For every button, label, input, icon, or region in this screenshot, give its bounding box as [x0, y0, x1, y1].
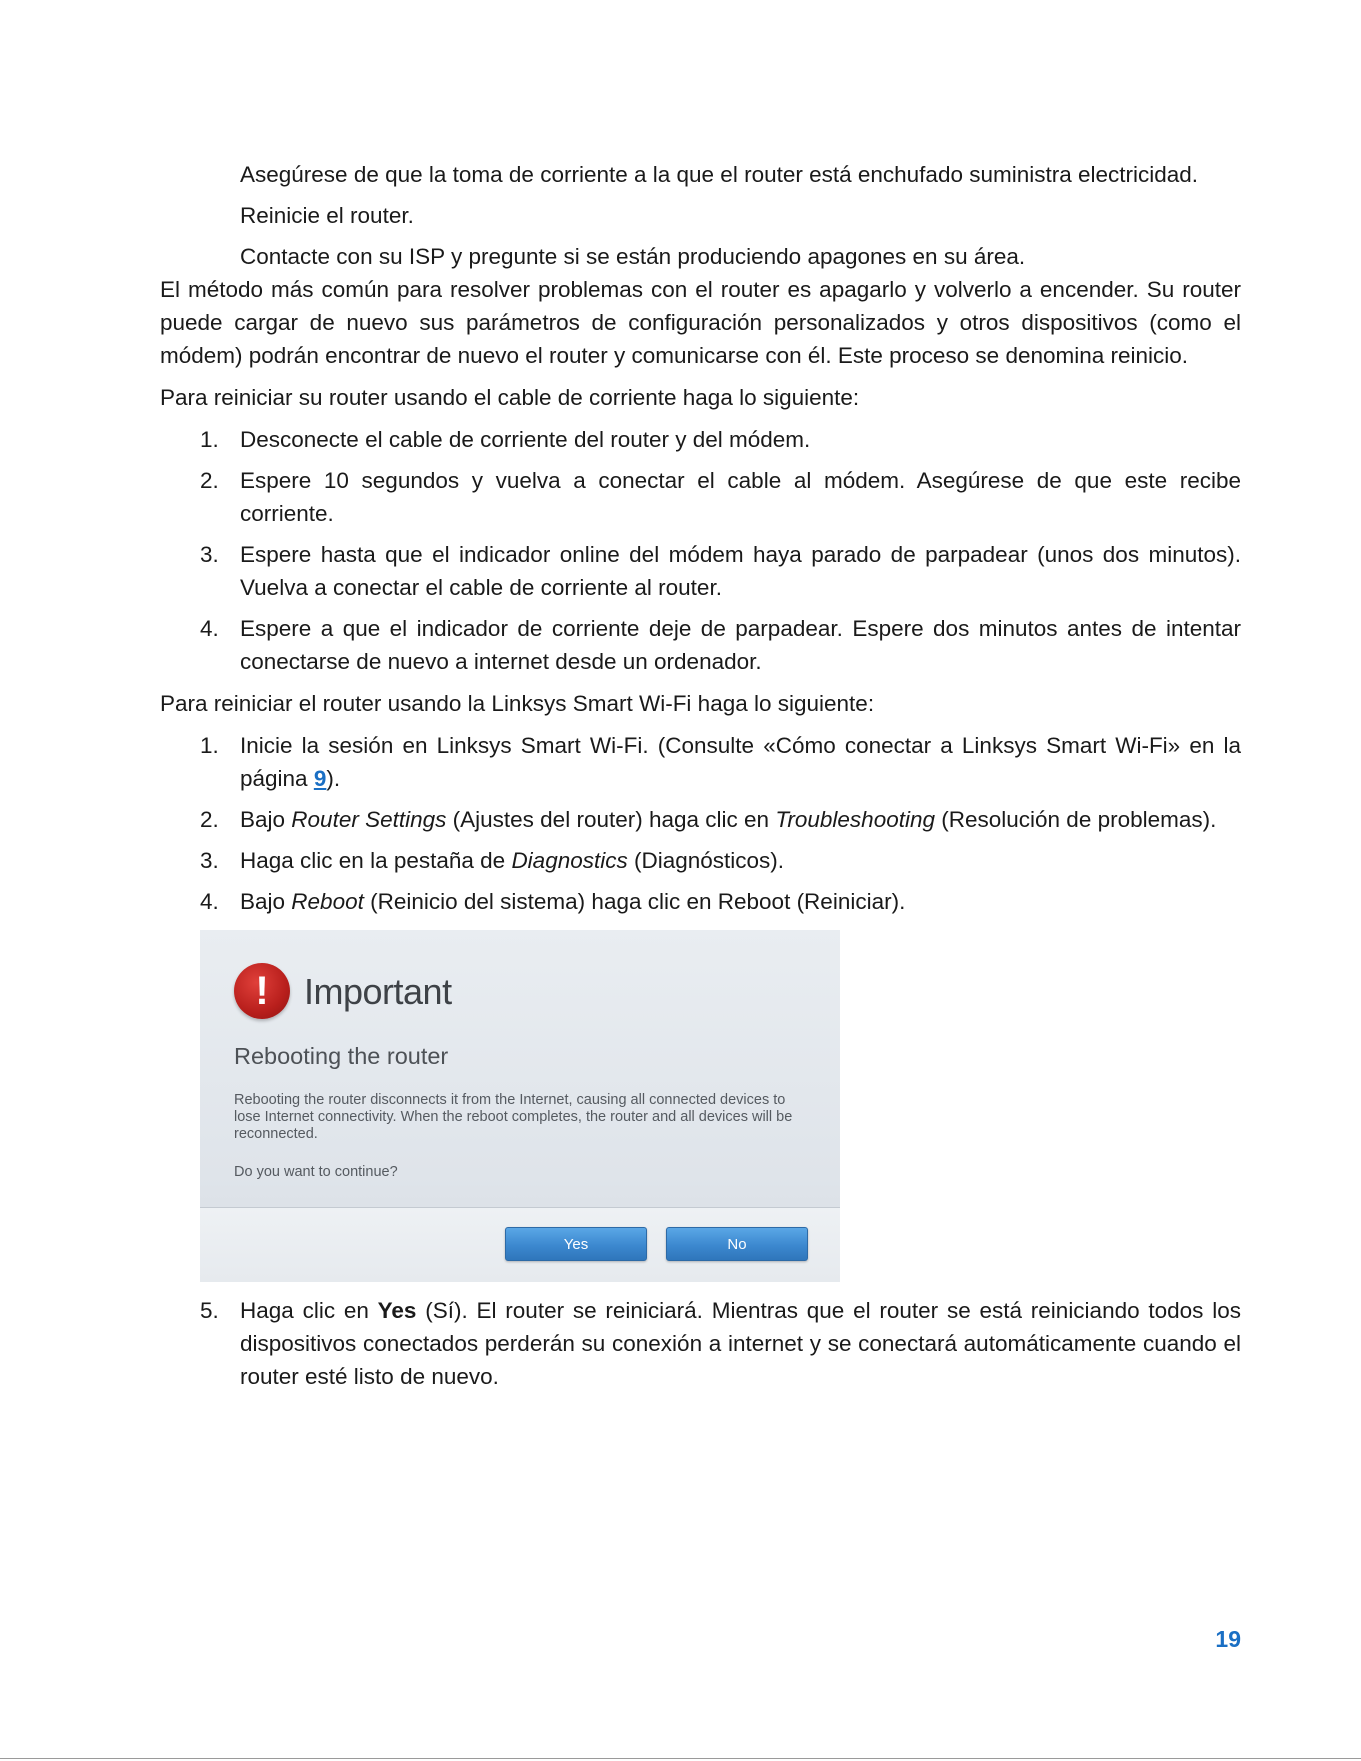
dialog-subtitle: Rebooting the router: [234, 1043, 449, 1069]
step-number: 3.: [200, 542, 219, 567]
step-text: (Ajustes del router) haga clic en: [446, 807, 776, 832]
step-number: 5.: [200, 1298, 219, 1323]
step-text: (Diagnósticos).: [627, 848, 785, 873]
step-text: Desconecte el cable de corriente del router y del módem.: [240, 427, 811, 452]
step-text-end: ).: [326, 766, 341, 791]
step-text: Haga clic en la pestaña de: [240, 848, 512, 873]
step-text: Espere a que el indicador de corriente deje de parpadear. Espere dos minutos antes de intentar conectarse de nuevo a internet desde un ordenador.: [240, 616, 1241, 674]
section-heading-power: Para reiniciar su router usando el cable de corriente haga lo siguiente:: [160, 385, 860, 410]
step-number: 4.: [200, 616, 219, 641]
step-number: 4.: [200, 889, 219, 914]
emphasis-troubleshooting: Troubleshooting: [775, 807, 935, 832]
step-text: (Sí). El router se reiniciará. Mientras que el router se está reiniciando todos los dispositivos conectados perderán su conexión a internet y se conectará automáticamente cuando el router esté listo de nuevo.: [240, 1298, 1241, 1389]
list-item: [160, 1294, 1241, 1393]
list-item: [160, 464, 1241, 530]
step-text: Espere hasta que el indicador online del módem haya parado de parpadear (unos dos minutos). Vuelva a conectar el cable de corriente al router.: [240, 542, 1241, 600]
step-text: Haga clic en: [240, 1298, 378, 1323]
list-item: [160, 423, 1241, 456]
dialog-footer: [200, 1207, 840, 1282]
intro-line-2: Reinicie el router.: [240, 203, 414, 228]
intro-line-3: Contacte con su ISP y pregunte si se están produciendo apagones en su área.: [240, 244, 1026, 269]
step-text: Inicie la sesión en Linksys Smart Wi-Fi. (Consulte «Cómo conectar a Linksys Smart Wi-Fi» en la página: [240, 733, 1241, 791]
list-item: [160, 612, 1241, 678]
emphasis-yes: Yes: [377, 1298, 417, 1323]
step-text: (Reinicio del sistema) haga clic en Reboot (Reiniciar).: [363, 889, 906, 914]
dialog-body: Rebooting the router disconnects it from the Internet, causing all connected devices to lose Internet connectivity. When the reboot completes, the router and all devices will be reconnected.: [234, 1092, 793, 1142]
page-link[interactable]: 9: [313, 766, 327, 791]
step-text: Bajo: [240, 889, 292, 914]
list-item: [160, 729, 1241, 795]
step-number: 2.: [200, 468, 219, 493]
intro-line-1: Asegúrese de que la toma de corriente a la que el router está enchufado suministra electricidad.: [240, 162, 1199, 187]
page-number: 19: [1215, 1626, 1241, 1652]
emphasis-router-settings: Router Settings: [291, 807, 447, 832]
yes-button[interactable]: Yes: [505, 1227, 647, 1261]
steps-power-list: [160, 423, 1241, 678]
reboot-dialog-screenshot: [200, 930, 840, 1282]
document-page: [160, 158, 1241, 1402]
list-item: [160, 885, 1241, 918]
no-button[interactable]: No: [666, 1227, 808, 1261]
steps-smart-wifi-list: [160, 729, 1241, 918]
dialog-header: [234, 963, 452, 1019]
step-text: Espere 10 segundos y vuelva a conectar el cable al módem. Asegúrese de que este recibe corriente.: [240, 468, 1241, 526]
emphasis-diagnostics: Diagnostics: [511, 848, 628, 873]
dialog-question: Do you want to continue?: [234, 1164, 398, 1180]
section-heading-smart-wifi: Para reiniciar el router usando la Linksys Smart Wi-Fi haga lo siguiente:: [160, 691, 875, 716]
step-number: 1.: [200, 427, 219, 452]
list-item: [160, 803, 1241, 836]
bottom-divider: [0, 1758, 1361, 1759]
list-item: [160, 844, 1241, 877]
dialog-title: Important: [304, 970, 452, 1012]
step-text: (Resolución de problemas).: [935, 807, 1217, 832]
step-number: 3.: [200, 848, 219, 873]
warning-icon: !: [234, 963, 290, 1019]
step-text: Bajo: [240, 807, 292, 832]
list-item: [160, 538, 1241, 604]
step-number: 2.: [200, 807, 219, 832]
emphasis-reboot: Reboot: [291, 889, 364, 914]
paragraph-reboot-intro: El método más común para resolver problemas con el router es apagarlo y volverlo a encender. Su router puede cargar de nuevo sus parámetros de configuración personalizados y otros dispositivos (como el módem) podrán encontrar de nuevo el router y comunicarse con él. Este proceso se denomina reinicio.: [160, 277, 1241, 368]
steps-smart-wifi-list-continued: [160, 1294, 1241, 1393]
step-number: 1.: [200, 733, 219, 758]
